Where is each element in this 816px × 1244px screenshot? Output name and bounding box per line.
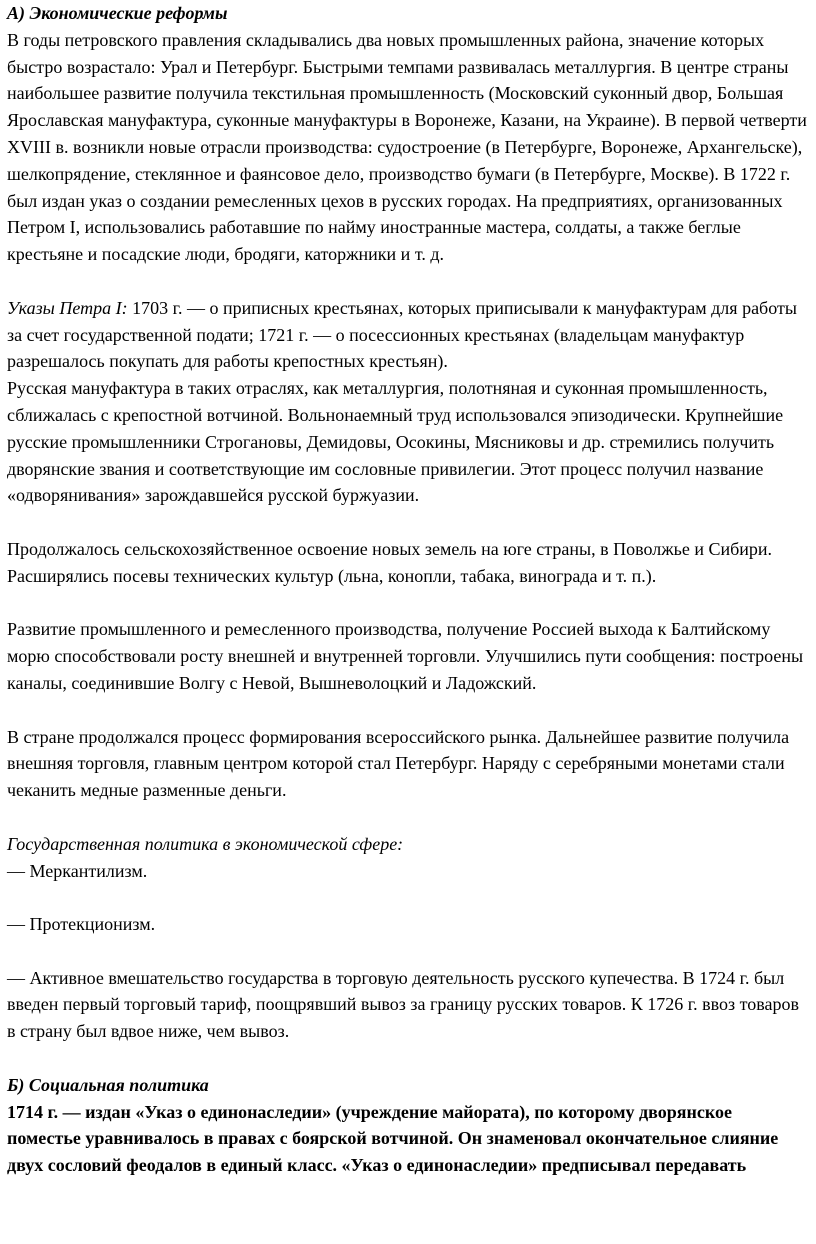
paragraph-trade: Развитие промышленного и ремесленного производства, получение Россией выхода к Балтийскому морю способствовали росту внешней и внутренней торговли. Улучшились пути сообщения: построены каналы, соединившие Волгу с Невой, Вышневолоцкий и Ладожский. (7, 619, 804, 693)
paragraph-market: В стране продолжался процесс формирования всероссийского рынка. Дальнейшее развитие получила внешняя торговля, главным центром которой стал Петербург. Наряду с серебряными монетами стали чеканить медные разменные деньги. (7, 726, 790, 801)
paragraph-manufactory: Русская мануфактура в таких отраслях, как металлургия, полотняная и суконная промышленность, сближалась с крепостной вотчиной. Вольнонаемный труд использовался эпизодически. Крупнейшие русские промышленники Строгановы, Демидовы, Осокины, Мясниковы и др. стремились получить дворянские звания и соответствующие им сословные привилегии. Этот процесс получил название «одворянивания» зарождавшейся русской буржуазии. (7, 378, 784, 506)
paragraph-gap (7, 509, 808, 536)
paragraph-gap (7, 884, 808, 911)
section-economic-reforms (7, 0, 808, 1072)
section-a-heading: А) Экономические реформы (7, 3, 228, 23)
paragraph-peter-decrees (7, 295, 808, 375)
decrees-text: 1703 г. — о приписных крестьянах, которых приписывали к мануфактурам для работы за счет государственной подати; 1721 г. — о посессионных крестьянах (владельцам мануфактур разрешалось покупать для работы крепостных крестьян). (7, 297, 797, 372)
paragraph-gap (7, 268, 808, 295)
paragraph-single-inheritance: 1714 г. — издан «Указ о единонаследии» (учреждение майората), по которому дворянское поместье уравнивалось в правах с боярской вотчиной. Он знаменовал окончательное слияние двух сословий феодалов в единый класс. «Указ о единонаследии» предписывал передавать (7, 1101, 779, 1176)
paragraph-gap (7, 804, 808, 831)
paragraph-gap (7, 590, 808, 617)
policy-item-mercantilism: — Меркантилизм. (7, 860, 148, 881)
paragraph-gap (7, 1045, 808, 1072)
section-social-policy (7, 1072, 808, 1179)
decrees-lead-label: Указы Петра I: (7, 297, 128, 318)
policy-heading: Государственная политика в экономической сфере: (7, 833, 404, 854)
paragraph-gap (7, 938, 808, 965)
paragraph-agriculture: Продолжалось сельскохозяйственное освоение новых земель на юге страны, в Поволжье и Сибири. Расширялись посевы технических культур (льна, конопли, табака, винограда и т. п.). (7, 538, 773, 586)
section-b-heading: Б) Социальная политика (7, 1074, 209, 1095)
paragraph-gap (7, 697, 808, 724)
policy-item-state-intervention: — Активное вмешательство государства в торговую деятельность русского купечества. В 1724 г. был введен первый торговый тариф, поощрявший вывоз за границу русских товаров. К 1726 г. ввоз товаров в страну был вдвое ниже, чем вывоз. (7, 967, 799, 1042)
paragraph-industrial-regions: В годы петровского правления складывались два новых промышленных района, значение которых быстро возрастало: Урал и Петербург. Быстрыми темпами развивалась металлургия. В центре страны наибольшее развитие получила текстильная промышленность (Московский суконный двор, Большая Ярославская мануфактура, суконные мануфактуры в Воронеже, Казани, на Украине). В первой четверти XVIII в. возникли новые отрасли производства: судостроение (в Петербурге, Воронеже, Архангельске), шелкопрядение, стеклянное и фаянсовое дело, производство бумаги (в Петербурге, Москве). В 1722 г. был издан указ о создании ремесленных цехов в русских городах. На предприятиях, организованных Петром I, использовались работавшие по найму иностранные мастера, солдаты, а также беглые крестьяне и посадские люди, бродяги, каторжники и т. д. (7, 29, 807, 265)
policy-item-protectionism: — Протекционизм. (7, 914, 156, 935)
